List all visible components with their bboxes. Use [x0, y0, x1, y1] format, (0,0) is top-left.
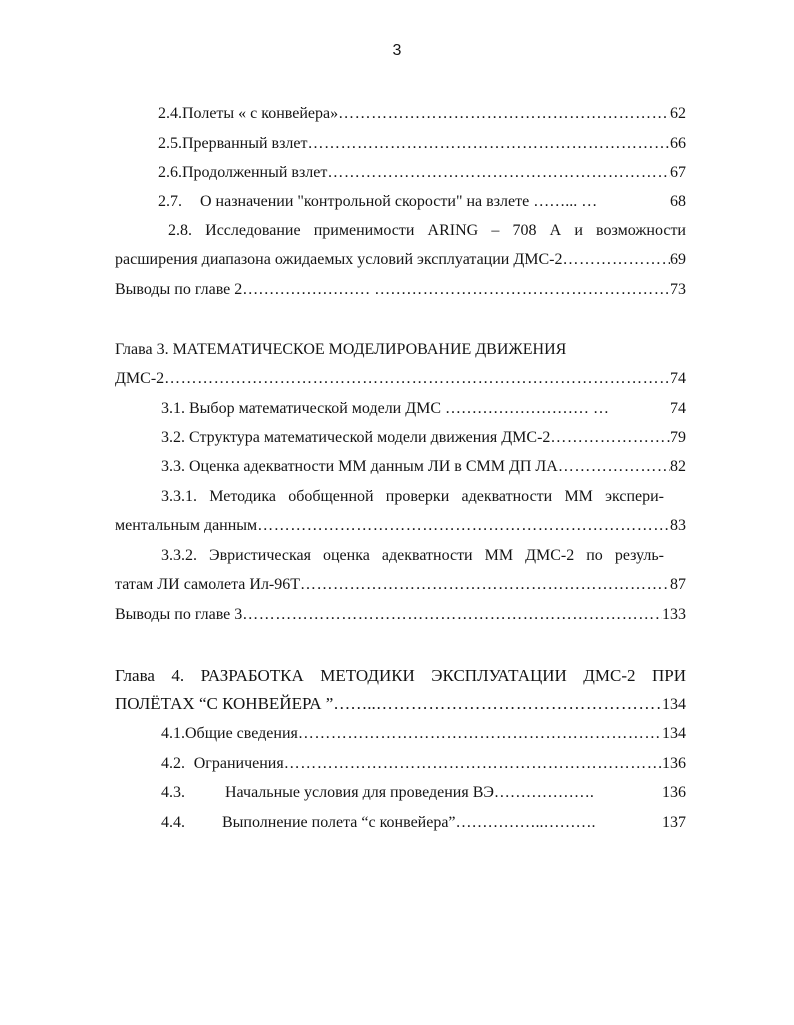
- toc-entry-3-3-2-line2: [115, 574, 686, 596]
- toc-num: 4.3.: [161, 784, 185, 801]
- toc-page: 69: [670, 251, 686, 268]
- toc-entry-3-1: [161, 398, 686, 420]
- toc-page: 134: [662, 725, 686, 742]
- toc-num: 4.4.: [161, 814, 185, 831]
- toc-entry-2-6: [158, 162, 686, 184]
- toc-num: 2.7.: [158, 193, 182, 210]
- toc-entry-3-3-1-line2: [115, 515, 686, 537]
- toc-num: 2.5.: [158, 135, 182, 152]
- toc-page: 74: [670, 400, 686, 417]
- toc-entry-2-4: [158, 103, 686, 125]
- toc-page: 67: [670, 164, 686, 181]
- toc-title: 3.3. Оценка адекватности ММ данным ЛИ в СММ ДП ЛА ……………………………………………………………………………………………………………………………………: [161, 456, 670, 478]
- toc-title: расширения диапазона ожидаемых условий эксплуатации ДМС-2 ……………………………………………………………………………………………………………………………………: [115, 249, 670, 271]
- toc-title: ДМС-2 ……………………………………………………………………………………………………………………………………: [115, 368, 670, 390]
- toc-entry-3-2: [161, 427, 686, 449]
- toc-chapter-3-line2: [115, 368, 686, 390]
- toc-chapter-3-line1: Глава 3. МАТЕМАТИЧЕСКОЕ МОДЕЛИРОВАНИЕ ДВИЖЕНИЯ: [115, 341, 567, 358]
- toc-page: 136: [662, 755, 686, 772]
- toc-entry-2-5: [158, 133, 686, 155]
- toc-num: 2.4.: [158, 105, 182, 122]
- toc-title: Начальные условия для проведения ВЭ……………….: [225, 784, 594, 801]
- toc-title: Выводы по главе 2…………………… …… ……………………………………………………………………………………………………………………………………: [115, 279, 670, 301]
- toc-entry-2-8-line1: 2.8. Исследование применимости ARING – 708 А и возможности: [168, 222, 686, 239]
- toc-page: 87: [670, 576, 686, 593]
- toc-conclusions-2: [115, 279, 686, 301]
- toc-entry-4-3: [161, 782, 686, 804]
- toc-entry-4-4: [161, 812, 686, 834]
- toc-num: 2.6.: [158, 164, 182, 181]
- toc-title: ментальным данным ……………………………………………………………………………………………………………………………………: [115, 515, 670, 537]
- toc-entry-4-2: [161, 753, 686, 775]
- toc-page: 68: [670, 193, 686, 210]
- page-number: 3: [392, 42, 402, 59]
- toc-title: Прерванный взлет ……………………………………………………………………………………………………………………………………: [182, 133, 670, 155]
- toc-page: 136: [662, 784, 686, 801]
- toc-entry-2-8-line2: [115, 249, 686, 271]
- toc-title: Полеты « с конвейера» ……………………………………………………………………………………………………………………………………: [182, 103, 670, 125]
- toc-title: татам ЛИ самолета Ил-96Т ……………………………………………………………………………………………………………………………………: [115, 574, 670, 596]
- toc-title: Выполнение полета “с конвейера”……………..……….: [222, 814, 596, 831]
- toc-entry-3-3-1-line1: 3.3.1. Методика обобщенной проверки адекватности ММ экспери-: [161, 488, 664, 505]
- toc-chapter-4-line2: [115, 693, 686, 715]
- toc-page: 73: [670, 281, 686, 298]
- toc-page: 134: [662, 696, 686, 713]
- toc-title: Общие сведения ……………………………………………………………………………………………………………………………………: [185, 723, 662, 745]
- toc-page: 62: [670, 105, 686, 122]
- toc-chapter-4-line1: Глава 4. РАЗРАБОТКА МЕТОДИКИ ЭКСПЛУАТАЦИИ ДМС-2 ПРИ: [115, 666, 686, 685]
- toc-title: 3.1. Выбор математической модели ДМС ……………………… …: [161, 400, 610, 417]
- toc-title: 3.2. Структура математической модели движения ДМС-2 ……………………………………………………………………………………………………………………………………: [161, 427, 670, 449]
- toc-page: 74: [670, 370, 686, 387]
- toc-entry-3-3-2-line1: 3.3.2. Эвристическая оценка адекватности ММ ДМС-2 по резуль-: [161, 547, 664, 564]
- toc-entry-2-7: [158, 191, 686, 213]
- toc-entry-3-3: [161, 456, 686, 478]
- toc-conclusions-3: [115, 604, 686, 626]
- toc-page: 133: [662, 606, 686, 623]
- toc-page: 137: [662, 814, 686, 831]
- toc-title: Выводы по главе 3 ……………………………………………………………………………………………………………………………………: [115, 604, 662, 626]
- toc-entry-4-1: [161, 723, 686, 745]
- toc-page: 66: [670, 135, 686, 152]
- toc-page: 82: [670, 458, 686, 475]
- toc-num: 4.2.: [161, 755, 185, 772]
- toc-title: Продолженный взлет ……………………………………………………………………………………………………………………………………: [182, 162, 670, 184]
- toc-title: О назначении "контрольной скорости" на взлете ……... …: [200, 193, 598, 210]
- toc-page: 83: [670, 517, 686, 534]
- toc-num: 4.1.: [161, 725, 185, 742]
- toc-page: 79: [670, 429, 686, 446]
- toc-title: Ограничения ……………………………………………………………………………………………………………………………………: [194, 753, 662, 775]
- toc-title: ПОЛЁТАХ “С КОНВЕЙЕРА ”…….. ……………………………………………………………………………………………………………………………………: [115, 693, 662, 715]
